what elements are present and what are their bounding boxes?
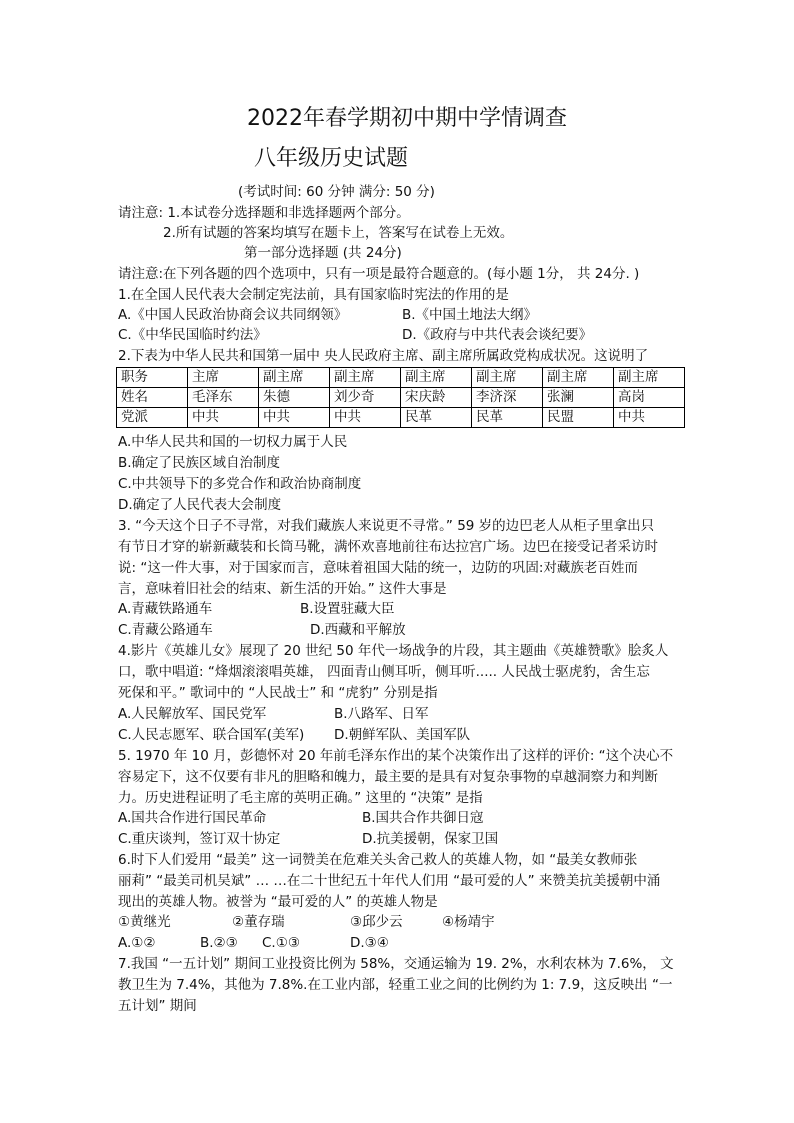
table-cell: 毛泽东	[188, 388, 259, 408]
q5-stem-1: 5. 1970 年 10 月，彭德怀对 20 年前毛泽东作出的某个决策作出了这样的评价: “这个决心不	[118, 748, 674, 764]
table-cell: 民盟	[543, 408, 614, 428]
q4-stem-3: 死保和平。” 歌词中的 “人民战士” 和 “虎豹” 分别是指	[118, 685, 438, 701]
exam-subtitle: 八年级历史试题	[254, 146, 409, 171]
q6-stem-2: 丽莉” “最美司机吴斌” … …在二十世纪五十年代人们用 “最可爱的人” 来赞美抗美援朝中涌	[118, 873, 661, 889]
q2-option-b: B.确定了民族区域自治制度	[118, 455, 281, 471]
table-cell: 副主席	[259, 368, 330, 388]
q2-option-d: D.确定了人民代表大会制度	[118, 497, 282, 513]
note-line-1: 请注意: 1.本试卷分选择题和非选择题两个部分。	[118, 205, 410, 221]
q2-stem: 2.下表为中华人民共和国第一届中 央人民政府主席、副主席所属政党构成状况。这说明了	[118, 348, 649, 364]
table-cell: 副主席	[543, 368, 614, 388]
q3-stem-3: 说: “这一件大事，对于国家而言，意味着祖国大陆的统一，边防的巩固:对藏族老百姓而	[118, 560, 638, 576]
q6-option-c: C.①③	[262, 935, 300, 951]
q1-stem: 1.在全国人民代表大会制定宪法前，具有国家临时宪法的作用的是	[118, 287, 509, 303]
q3-option-c: C.青藏公路通车	[118, 622, 213, 638]
q4-stem-2: 口，歌中唱道: “烽烟滚滚唱英雄， 四面青山侧耳听，侧耳听..... 人民战士驱虎豹，舍生忘	[118, 664, 650, 680]
q3-stem-2: 有节日才穿的崭新藏装和长筒马靴，满怀欢喜地前往布达拉宫广场。边巴在接受记者采访时	[118, 539, 658, 555]
table-cell: 高岗	[614, 388, 685, 408]
table-cell: 宋庆龄	[401, 388, 472, 408]
exam-info: (考试时间: 60 分钟 满分: 50 分)	[238, 184, 435, 200]
q6-option-d: D.③④	[350, 935, 389, 951]
q4-option-a: A.人民解放军、国民党军	[118, 706, 267, 722]
q6-item-4: ④杨靖宇	[442, 914, 495, 930]
table-cell: 姓名	[117, 388, 188, 408]
q6-item-2: ②董存瑞	[232, 914, 285, 930]
table-cell: 李济深	[472, 388, 543, 408]
table-cell: 职务	[117, 368, 188, 388]
q4-stem-1: 4.影片《英雄儿女》展现了 20 世纪 50 年代一场战争的片段，其主题曲《英雄赞歌》脍炙人	[118, 643, 669, 659]
table-cell: 民革	[401, 408, 472, 428]
q3-option-a: A.青藏铁路通车	[118, 601, 213, 617]
q5-stem-2: 容易定下，这不仅要有非凡的胆略和魄力，最主要的是具有对复杂事物的卓越洞察力和判断	[118, 769, 658, 785]
table-row	[117, 368, 685, 388]
table-cell: 副主席	[401, 368, 472, 388]
q3-stem-1: 3. “今天这个日子不寻常，对我们藏族人来说更不寻常。” 59 岁的边巴老人从柜子里拿出只	[118, 518, 655, 534]
table-cell: 刘少奇	[330, 388, 401, 408]
q6-option-b: B.②③	[200, 935, 238, 951]
section-instructions: 请注意:在下列各题的四个选项中，只有一项是最符合题意的。(每小题 1分， 共 24分. )	[118, 266, 640, 282]
exam-title: 2022年春学期初中期中学情调查	[247, 106, 567, 131]
table-cell: 朱德	[259, 388, 330, 408]
table-cell: 中共	[188, 408, 259, 428]
table-row	[117, 388, 685, 408]
q1-option-a: A.《中国人民政治协商会议共同纲领》	[118, 307, 348, 323]
party-table	[116, 367, 685, 428]
note-line-2: 2.所有试题的答案均填写在题卡上，答案写在试卷上无效。	[163, 225, 514, 241]
q3-option-d: D.西藏和平解放	[310, 622, 406, 638]
q6-item-1: ①黄继光	[118, 914, 171, 930]
table-cell: 张澜	[543, 388, 614, 408]
q6-stem-3: 现出的英雄人物。被誉为 “最可爱的人” 的英雄人物是	[118, 894, 438, 910]
table-cell: 中共	[614, 408, 685, 428]
q5-option-b: B.国共合作共御日寇	[362, 810, 484, 826]
table-row	[117, 408, 685, 428]
q6-option-a: A.①②	[118, 935, 156, 951]
q7-stem-3: 五计划” 期间	[118, 998, 197, 1014]
q3-option-b: B.设置驻藏大臣	[300, 601, 395, 617]
table-cell: 副主席	[330, 368, 401, 388]
q1-option-d: D.《政府与中共代表会谈纪要》	[402, 327, 593, 343]
q5-option-d: D.抗美援朝，保家卫国	[362, 831, 499, 847]
q5-option-c: C.重庆谈判，签订双十协定	[118, 831, 281, 847]
table-cell: 主席	[188, 368, 259, 388]
q5-stem-3: 力。历史进程证明了毛主席的英明正确。” 这里的 “决策” 是指	[118, 790, 483, 806]
q4-option-c: C.人民志愿军、联合国军(美军)	[118, 727, 305, 743]
table-cell: 中共	[259, 408, 330, 428]
q1-option-c: C.《中华民国临时约法》	[118, 327, 267, 343]
table-cell: 副主席	[614, 368, 685, 388]
q7-stem-2: 教卫生为 7.4%，其他为 7.8%.在工业内部，轻重工业之间的比例约为 1: 7.9，这反映出 “一	[118, 977, 673, 993]
section-heading: 第一部分选择题 (共 24分)	[244, 245, 402, 261]
table-cell: 中共	[330, 408, 401, 428]
table-cell: 党派	[117, 408, 188, 428]
q1-option-b: B.《中国土地法大纲》	[402, 307, 538, 323]
q5-option-a: A.国共合作进行国民革命	[118, 810, 267, 826]
table-cell: 民革	[472, 408, 543, 428]
q4-option-d: D.朝鲜军队、美国军队	[334, 727, 471, 743]
q2-option-a: A.中华人民共和国的一切权力属于人民	[118, 434, 348, 450]
q6-item-3: ③邱少云	[350, 914, 403, 930]
table-cell: 副主席	[472, 368, 543, 388]
q6-stem-1: 6.时下人们爱用 “最美” 这一词赞美在危难关头舍己救人的英雄人物，如 “最美女教师张	[118, 852, 638, 868]
q4-option-b: B.八路军、日军	[334, 706, 429, 722]
q3-stem-4: 言，意味着旧社会的结束、新生活的开始。” 这件大事是	[118, 581, 447, 597]
q2-option-c: C.中共领导下的多党合作和政治协商制度	[118, 476, 362, 492]
q7-stem-1: 7.我国 “一五计划” 期间工业投资比例为 58%，交通运输为 19. 2%，水利农林为 7.6%， 文	[118, 956, 674, 972]
